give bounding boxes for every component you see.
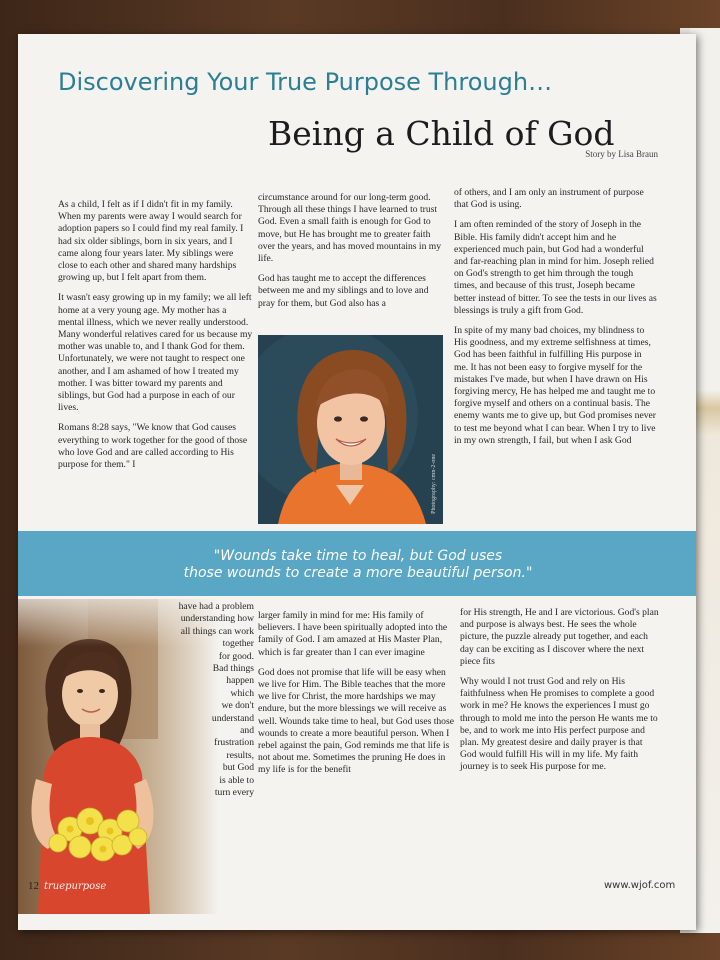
text-line: we don't [221,700,254,712]
paragraph: It wasn't easy growing up in my family; we all left home at a very young age. My mother has a mental illness, which we never really understood. Many wonderful relatives cared for us because my mother was unable to, and I thank God for them. Unfortunately, we were not taught to respect one another, and I am ashamed of how I treated my mother. I was bitter toward my parents and siblings, but God had a purpose in each of our lives. [58,292,253,414]
page-number: 12 [28,880,39,892]
paragraph: As a child, I felt as if I didn't fit in my family. When my parents were away I would search for adoption papers so I could find my real family. I had six older siblings, born in six years, and I came along four years later. My siblings were close to each other and shared many hardships growing up, but I felt apart from them. [58,199,244,284]
paragraph: God has taught me to accept the differences between me and my siblings and to love and pray for them, but God also has a [258,273,429,309]
text-line: which [230,687,254,699]
paragraph: circumstance around for our long-term good. Through all these things I have learned to trust God. Even a small faith is enough for God to move, but He has brought me to greater faith over the years, and has moved mountains in my life. [258,192,442,265]
column-3-top [454,187,658,455]
text-line: understanding how [180,613,254,625]
wrapped-text-column [154,601,254,800]
paragraph: Why would I not trust God and rely on His faithfulness when He promises to complete a good work in me? He knows the experiences I must go through to mold me into the person He wants me to be, and to work me into His perfect purpose and plan. My greatest desire and daily prayer is that God would fulfill His will in my life. My faith journey is to seek His purpose for me. [460,676,658,773]
text-line: but God [222,762,254,774]
text-line: understand [211,712,254,724]
paragraph: for His strength, He and I are victorious. God's plan and purpose is always best. He sees the whole picture, the puzzle already put together, and each day can be exciting as I discover where the next piece fits [460,607,659,667]
pullquote-line-2: those wounds to create a more beautiful person." [183,565,533,581]
text-line: and [240,725,254,737]
article-title: Being a Child of God [268,114,615,153]
magazine-page [18,34,696,930]
magazine-brand: truepurpose [44,881,107,892]
column-3-bottom [460,607,660,782]
text-line: Bad things [212,663,254,675]
column-1 [58,199,253,479]
text-line: is able to [219,774,254,786]
author-portrait-image [258,335,443,524]
text-line: frustration [214,737,254,749]
text-line: for good. [218,650,254,662]
paragraph: I am often reminded of the story of Joseph in the Bible. His family didn't accept him and he experienced much pain, but God had a wonderful and far-reaching plan in mind for him. Joseph relied on God's strength to get him through the tough times, and because of this trust, Joseph became better instead of bitter. To see the tests in our lives as blessings is truly a gift from God. [454,219,657,316]
paragraph: In spite of my many bad choices, my blindness to His goodness, and my extreme selfishness at times, God has been faithful in fulfilling His purpose in me. It has not been easy to forgive myself for the mistakes I've made, but when I have drawn on His forgiving mercy, He has helped me and taught me to forgive myself and others on a continual basis. The enemy wants me to give up, but God promises never to test me beyond what I can bear. When I try to live in my own strength, I fail, but when I ask God [454,325,656,446]
text-line: happen [226,675,254,687]
photo-credit: Photography: cmn-2-one [431,454,437,514]
text-line: results, [226,749,254,761]
column-2-bottom [258,610,458,785]
paragraph: Romans 8:28 says, "We know that God causes everything to work together for the good of those who love God and are called according to His purpose for them." I [58,422,248,471]
author-portrait [258,335,443,524]
paragraph: God does not promise that life will be easy when we live for Him. The Bible teaches that the more we live for Christ, the more hardships we may endure, but the more blessings we will receive as well. Wounds take time to heal, but God uses those wounds to create a more beautiful person. When I rebel against the pain, God reminds me that life is not about me. Sometimes the pruning He does in my life is for the benefit [258,666,454,776]
paragraph: of others, and I am only an instrument of purpose that God is using. [454,187,644,211]
pullquote [138,548,578,582]
text-line: have had a problem [178,601,254,612]
column-2-top [258,192,444,318]
text-line: all things can work [180,625,254,637]
pullquote-line-1: "Wounds take time to heal, but God uses [213,548,503,564]
text-line: turn every [214,787,254,799]
paragraph: larger family in mind for me: His family of believers. I have been spiritually adopted into the family of God. I am amazed at His Master Plan, which is far greater than I can ever imagine [258,610,448,658]
footer-url: www.wjof.com [604,880,676,891]
article-byline: Story by Lisa Braun [585,149,658,159]
article-kicker: Discovering Your True Purpose Through… [58,68,553,96]
text-line: together [222,638,254,650]
